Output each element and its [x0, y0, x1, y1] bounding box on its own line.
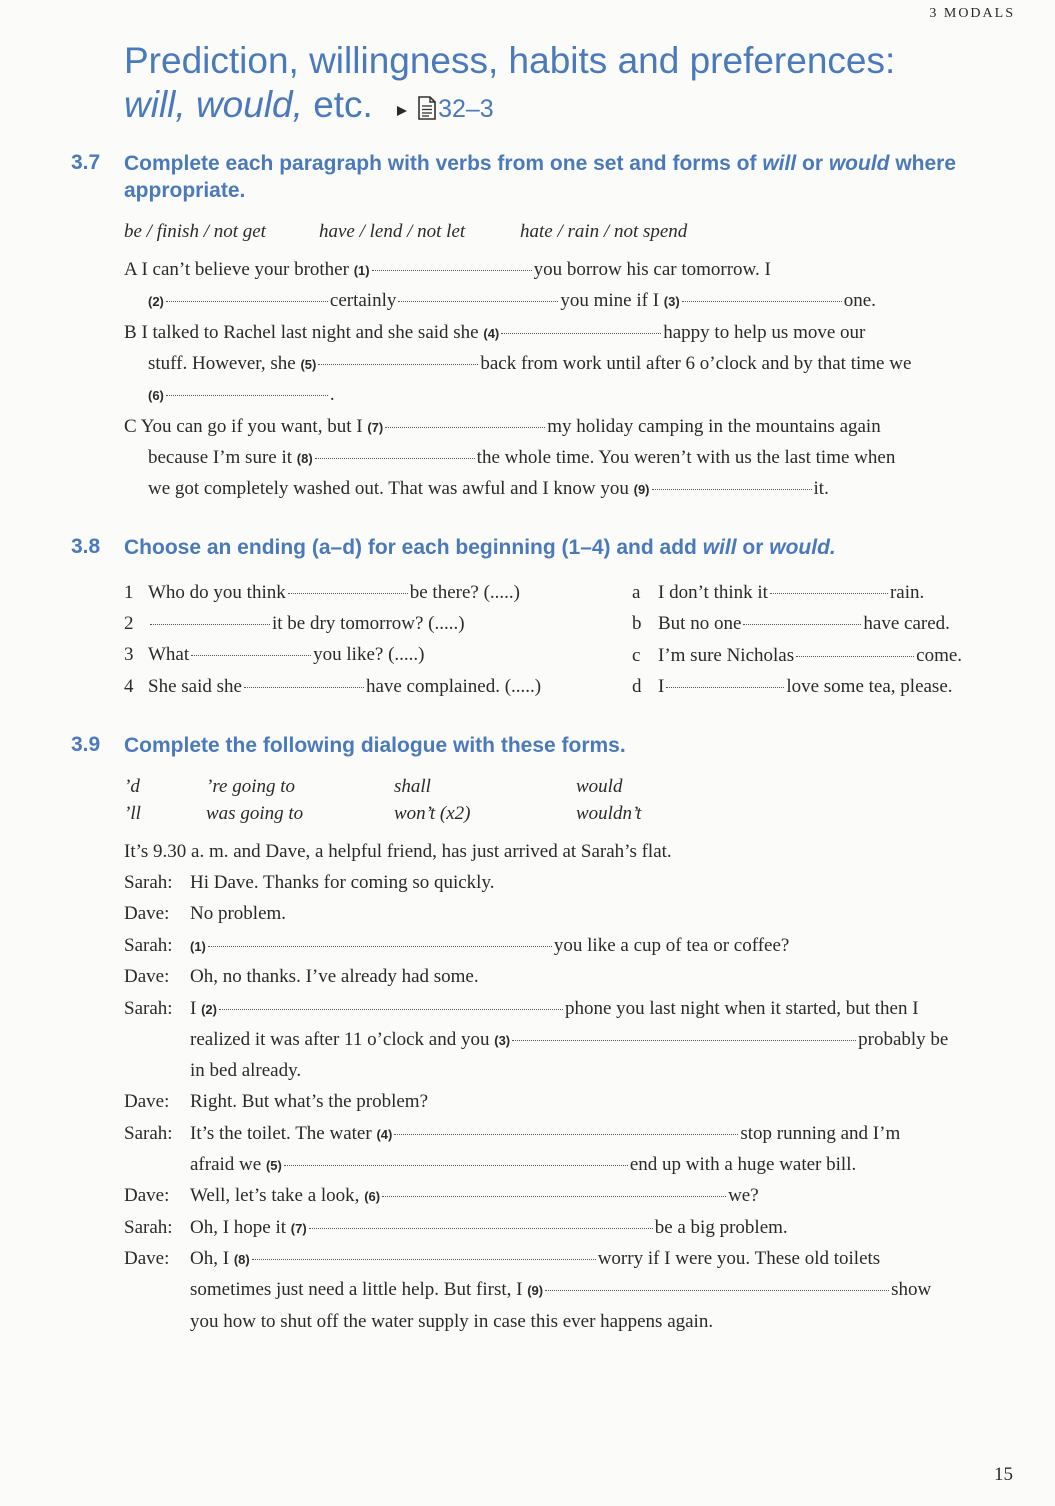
- instruction-text: where: [895, 152, 957, 175]
- answer-gap[interactable]: [545, 1289, 889, 1291]
- text: have cared.: [863, 613, 950, 634]
- answer-gap[interactable]: [288, 592, 408, 594]
- instruction-would: would.: [769, 536, 836, 559]
- gap-number: (5): [300, 357, 317, 372]
- text: be there? (.....): [409, 582, 520, 603]
- answer-gap[interactable]: [770, 592, 888, 594]
- gap-number: (2): [148, 294, 164, 309]
- page-number: 15: [994, 1464, 1013, 1485]
- dialogue-line: Oh, no thanks. I’ve already had some.: [190, 966, 479, 987]
- reference-number: 32–3: [438, 95, 494, 123]
- text: realized it was after 11 o’clock and you: [190, 1029, 490, 1050]
- exercise-number: 3.8: [71, 535, 101, 558]
- text: afraid we: [190, 1154, 262, 1175]
- exercise-number: 3.9: [71, 733, 101, 756]
- text: have complained. (.....): [365, 676, 542, 697]
- dialogue-line: No problem.: [190, 903, 287, 924]
- dialogue-line: you how to shut off the water supply in case this ever happens again.: [190, 1311, 714, 1332]
- text: we got completely washed out. That was awful and I know you: [148, 478, 629, 499]
- form-option: would: [576, 776, 623, 797]
- answer-gap[interactable]: [512, 1039, 856, 1041]
- dialogue-line: in bed already.: [190, 1060, 302, 1081]
- exercise-instruction: [124, 150, 1024, 204]
- running-head: 3 MODALS: [929, 6, 1015, 21]
- instruction-or: or: [802, 152, 823, 175]
- speaker-label: Sarah:: [124, 935, 173, 956]
- answer-gap[interactable]: [309, 1227, 653, 1229]
- exercise-instruction: [124, 534, 836, 561]
- text: But no one: [658, 613, 742, 634]
- dialogue-line: [190, 1278, 931, 1303]
- gap-number: (6): [148, 388, 164, 403]
- beginning-1: [124, 581, 520, 605]
- text: She said she: [148, 676, 242, 697]
- instruction-text: appropriate.: [124, 179, 246, 202]
- ending-c: [632, 644, 962, 668]
- ending-b: [632, 612, 950, 636]
- dialogue-line: [190, 1184, 759, 1209]
- dialogue-line: [190, 934, 789, 959]
- beginning-3: [124, 643, 424, 667]
- gap-number: (3): [494, 1033, 511, 1048]
- form-option: shall: [394, 776, 431, 797]
- text: show: [891, 1279, 932, 1300]
- text: end up with a huge water bill.: [629, 1154, 857, 1175]
- cross-reference: [387, 95, 494, 123]
- title-italic-words: will, would,: [124, 84, 303, 125]
- paragraph-a-line1: [124, 258, 771, 283]
- item-number: 3: [124, 644, 134, 665]
- text: .: [329, 384, 335, 405]
- paragraph-c-line3: [148, 477, 829, 502]
- answer-gap[interactable]: [208, 945, 552, 947]
- paragraph-c-line2: [148, 446, 895, 471]
- answer-gap[interactable]: [652, 488, 812, 490]
- answer-gap[interactable]: [318, 363, 478, 365]
- dialogue-line: [190, 1247, 880, 1272]
- gap-number: (1): [190, 939, 206, 954]
- paragraph-b-line3: [148, 383, 335, 408]
- speaker-label: Sarah:: [124, 1123, 173, 1144]
- document-icon: [418, 96, 436, 120]
- verb-set-2: have / lend / not let: [319, 221, 466, 242]
- answer-gap[interactable]: [796, 655, 914, 657]
- gap-number: (5): [265, 1158, 282, 1173]
- speaker-label: Sarah:: [124, 998, 173, 1019]
- text: I can’t believe your brother: [141, 259, 349, 280]
- text: What: [148, 644, 190, 665]
- item-letter: d: [632, 676, 642, 697]
- title-etc: etc.: [313, 84, 373, 125]
- gap-number: (1): [353, 263, 370, 278]
- ending-a: [632, 581, 924, 605]
- dialogue-line: [190, 997, 919, 1022]
- instruction-will: will: [762, 152, 797, 175]
- instruction-or: or: [742, 536, 764, 559]
- paragraph-b-line2: [148, 352, 911, 377]
- instruction-would: would: [828, 152, 890, 175]
- speaker-label: Sarah:: [124, 872, 173, 893]
- gap-number: (3): [663, 294, 680, 309]
- text: back from work until after 6 o’clock and by that time we: [480, 353, 912, 374]
- paragraph-label: B: [124, 322, 137, 343]
- item-letter: c: [632, 645, 641, 666]
- ending-d: [632, 675, 953, 699]
- answer-gap[interactable]: [682, 300, 842, 302]
- gap-number: (9): [527, 1283, 544, 1298]
- item-number: 4: [124, 676, 134, 697]
- text: rain.: [889, 582, 925, 603]
- paragraph-a-line2: [148, 289, 876, 314]
- beginning-2: [124, 612, 465, 636]
- gap-number: (4): [376, 1127, 393, 1142]
- text: I don’t think it: [658, 582, 768, 603]
- form-option: was going to: [206, 803, 304, 824]
- play-arrow-icon: [397, 104, 407, 118]
- exercise-instruction: Complete the following dialogue with these forms.: [124, 734, 626, 757]
- text: you mine if I: [560, 290, 660, 311]
- gap-number: (9): [633, 482, 650, 497]
- text: love some tea, please.: [786, 676, 953, 697]
- text: it.: [813, 478, 829, 499]
- item-number: 2: [124, 613, 134, 634]
- speaker-label: Dave:: [124, 1248, 170, 1269]
- answer-gap[interactable]: [191, 654, 311, 656]
- gap-number: (8): [233, 1252, 250, 1267]
- item-number: 1: [124, 582, 134, 603]
- text: the whole time. You weren’t with us the last time when: [476, 447, 896, 468]
- paragraph-label: C: [124, 416, 137, 437]
- answer-gap[interactable]: [166, 300, 328, 302]
- answer-gap[interactable]: [315, 457, 475, 459]
- speaker-label: Dave:: [124, 903, 170, 924]
- exercise-number: 3.7: [71, 151, 101, 174]
- answer-gap[interactable]: [284, 1164, 628, 1166]
- item-letter: b: [632, 613, 642, 634]
- form-option: ’re going to: [206, 776, 296, 797]
- answer-gap[interactable]: [394, 1133, 738, 1135]
- dialogue-line: Right. But what’s the problem?: [190, 1091, 429, 1112]
- text: my holiday camping in the mountains again: [547, 416, 881, 437]
- text: It’s the toilet. The water: [190, 1123, 372, 1144]
- text: Well, let’s take a look,: [190, 1185, 360, 1206]
- gap-number: (7): [290, 1221, 307, 1236]
- answer-gap[interactable]: [244, 686, 364, 688]
- text: stuff. However, she: [148, 353, 296, 374]
- text: you borrow his car tomorrow. I: [533, 259, 771, 280]
- text: come.: [916, 645, 963, 666]
- answer-gap[interactable]: [372, 269, 532, 271]
- gap-number: (8): [296, 451, 313, 466]
- page-title: Prediction, willingness, habits and preferences:: [124, 40, 896, 81]
- text: phone you last night when it started, but then I: [564, 998, 919, 1019]
- form-option: won’t (x2): [394, 803, 471, 824]
- gap-number: (4): [483, 326, 500, 341]
- answer-gap[interactable]: [385, 426, 545, 428]
- text: because I’m sure it: [148, 447, 293, 468]
- text: Oh, I: [190, 1248, 230, 1269]
- answer-gap[interactable]: [150, 623, 270, 625]
- paragraph-c-line1: [124, 415, 881, 440]
- page-title-line2: [124, 84, 494, 126]
- text: be a big problem.: [654, 1217, 788, 1238]
- text: sometimes just need a little help. But first, I: [190, 1279, 523, 1300]
- text: I talked to Rachel last night and she said she: [141, 322, 479, 343]
- text: happy to help us move our: [663, 322, 866, 343]
- answer-gap[interactable]: [743, 623, 861, 625]
- dialogue-line: [190, 1153, 856, 1178]
- gap-number: (2): [201, 1002, 217, 1017]
- text: probably be: [858, 1029, 949, 1050]
- text: you like? (.....): [313, 644, 425, 665]
- text: You can go if you want, but I: [140, 416, 363, 437]
- verb-set-3: hate / rain / not spend: [520, 221, 688, 242]
- answer-gap[interactable]: [501, 332, 661, 334]
- beginning-4: [124, 675, 541, 699]
- answer-gap[interactable]: [398, 300, 558, 302]
- text: certainly: [329, 290, 397, 311]
- verb-set-1: be / finish / not get: [124, 221, 266, 242]
- answer-gap[interactable]: [166, 394, 328, 396]
- paragraph-b-line1: [124, 321, 865, 346]
- speaker-label: Sarah:: [124, 1217, 173, 1238]
- answer-gap[interactable]: [252, 1258, 596, 1260]
- text: Who do you think: [148, 582, 286, 603]
- text: I’m sure Nicholas: [658, 645, 795, 666]
- gap-number: (7): [367, 420, 384, 435]
- speaker-label: Dave:: [124, 1185, 170, 1206]
- dialogue-line: Hi Dave. Thanks for coming so quickly.: [190, 872, 495, 893]
- answer-gap[interactable]: [219, 1008, 563, 1010]
- instruction-will: will: [702, 536, 737, 559]
- speaker-label: Dave:: [124, 1091, 170, 1112]
- speaker-label: Dave:: [124, 966, 170, 987]
- text: one.: [843, 290, 876, 311]
- gap-number: (6): [364, 1189, 381, 1204]
- text: stop running and I’m: [740, 1123, 901, 1144]
- form-option: ’d: [124, 776, 140, 797]
- dialogue-line: [190, 1028, 948, 1053]
- form-option: wouldn’t: [576, 803, 642, 824]
- text: it be dry tomorrow? (.....): [272, 613, 465, 634]
- instruction-text: Complete each paragraph with verbs from one set and forms of: [124, 152, 757, 175]
- form-option: ’ll: [124, 803, 141, 824]
- dialogue-line: [190, 1122, 900, 1147]
- text: I: [190, 998, 197, 1019]
- answer-gap[interactable]: [666, 686, 784, 688]
- text: I: [658, 676, 665, 697]
- item-letter: a: [632, 582, 641, 603]
- text: you like a cup of tea or coffee?: [553, 935, 790, 956]
- text: worry if I were you. These old toilets: [597, 1248, 881, 1269]
- answer-gap[interactable]: [382, 1195, 726, 1197]
- text: Oh, I hope it: [190, 1217, 287, 1238]
- paragraph-label: A: [124, 259, 137, 280]
- instruction-text: Choose an ending (a–d) for each beginning (1–4) and add: [124, 536, 697, 559]
- text: we?: [728, 1185, 759, 1206]
- dialogue-intro: It’s 9.30 a. m. and Dave, a helpful friend, has just arrived at Sarah’s flat.: [124, 841, 672, 862]
- dialogue-line: [190, 1216, 788, 1241]
